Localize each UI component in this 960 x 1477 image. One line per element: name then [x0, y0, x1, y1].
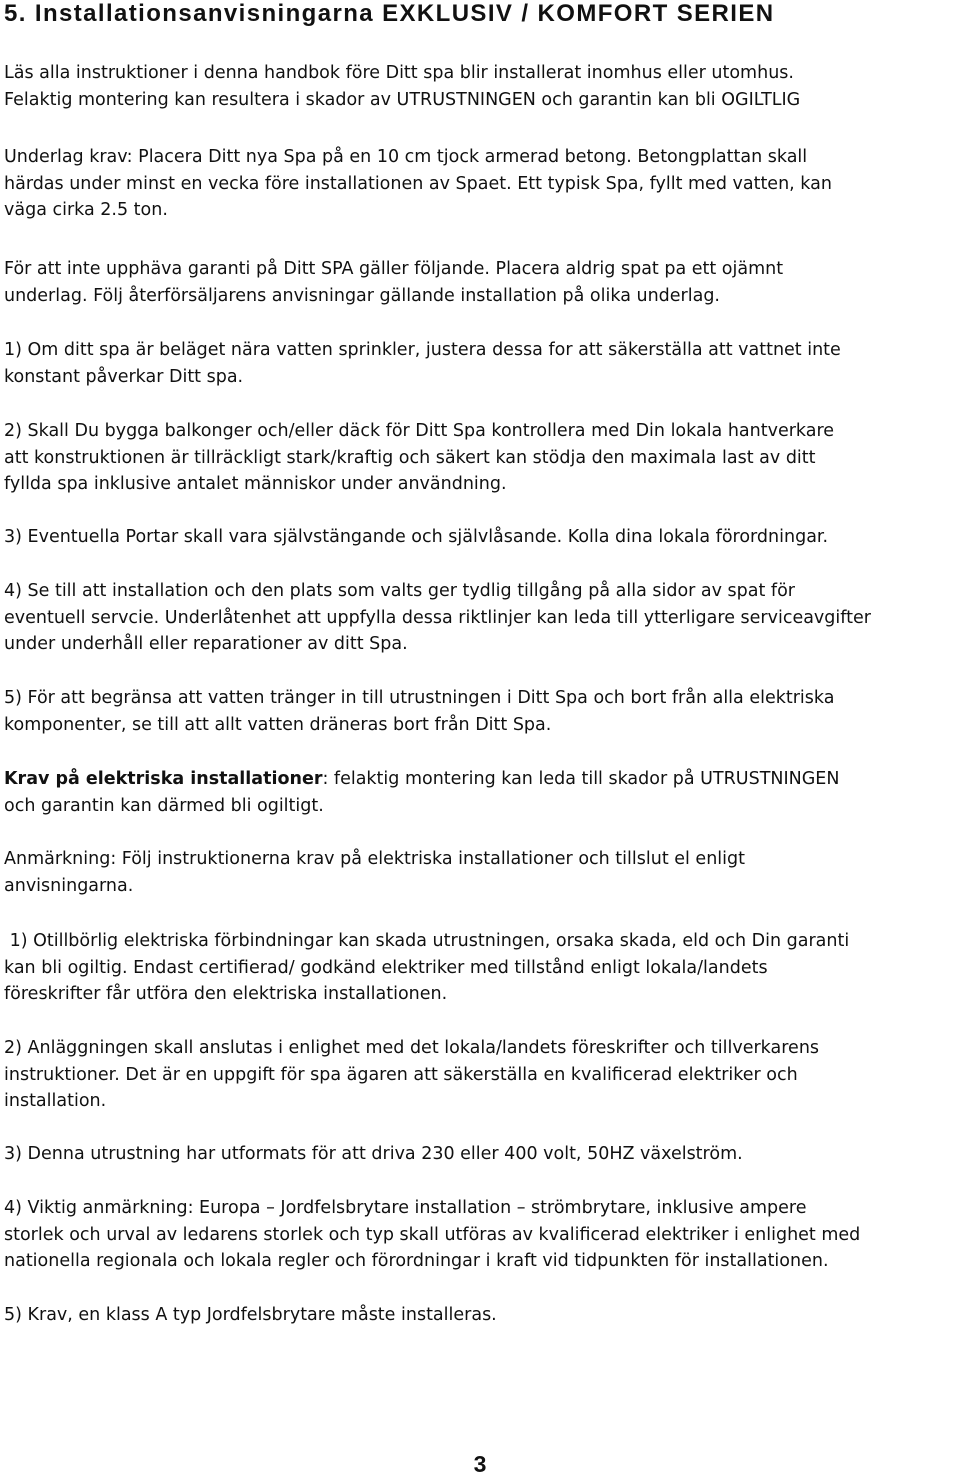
text-line: 4) Viktig anmärkning: Europa – Jordfelsbrytare installation – strömbrytare, inklusive ampere [4, 1198, 807, 1218]
text-line: härdas under minst en vecka före installationen av Spaet. Ett typisk Spa, fyllt med vatten, kan [4, 173, 832, 194]
text-line: kan bli ogiltig. Endast certifierad/ godkänd elektriker med tillstånd enligt lokala/landets [4, 957, 768, 978]
text-line: komponenter, se till att allt vatten dräneras bort från Ditt Spa. [4, 714, 552, 735]
electrical-item-4 [4, 1195, 860, 1275]
text-line: eventuell servcie. Underlåtenhet att uppfylla dessa riktlinjer kan leda till ytterligare serviceavgifter [4, 607, 871, 628]
electrical-item-1 [4, 928, 849, 1008]
text-line: 5) För att begränsa att vatten tränger in till utrustningen i Ditt Spa och bort från alla elektriska [4, 688, 835, 708]
text-line: Anmärkning: Följ instruktionerna krav på elektriska installationer och tillslut el enligt [4, 849, 745, 869]
electrical-requirements-label: Krav på elektriska installationer [4, 769, 323, 789]
warranty-paragraph [4, 256, 783, 309]
text-line: föreskrifter får utföra den elektriska installationen. [4, 984, 448, 1004]
text-line: 4) Se till att installation och den plats som valts ger tydlig tillgång på alla sidor av spat för [4, 581, 795, 601]
text-line: storlek och urval av ledarens storlek och typ skall utföras av kvalificerad elektriker i enlighet med [4, 1224, 861, 1245]
list-item-4 [4, 578, 871, 658]
list-item-2 [4, 418, 834, 498]
text-line: instruktioner. Det är en uppgift för spa ägaren att säkerställa en kvalificerad elektriker och [4, 1064, 798, 1085]
text-line: 1) Om ditt spa är beläget nära vatten sprinkler, justera dessa for att säkerställa att vattnet inte [4, 340, 841, 360]
intro-paragraph [4, 60, 800, 113]
text-line: 3) Eventuella Portar skall vara självstängande och självlåsande. Kolla dina lokala förordningar. [4, 527, 829, 547]
text-line: 2) Anläggningen skall anslutas i enlighet med det lokala/landets föreskrifter och tillverkarens [4, 1038, 820, 1058]
note-paragraph [4, 846, 745, 899]
text-line: installation. [4, 1091, 107, 1111]
text-line: fyllda spa inklusive antalet människor under användning. [4, 474, 507, 494]
foundation-paragraph [4, 144, 832, 224]
section-heading: 5. Installationsanvisningarna EXKLUSIV / KOMFORT SERIEN [4, 0, 775, 27]
text-line: och garantin kan därmed bli ogiltigt. [4, 795, 324, 816]
list-item-1 [4, 337, 841, 390]
text-line: att konstruktionen är tillräckligt stark/kraftig och säkert kan stödja den maximala last av ditt [4, 447, 816, 468]
electrical-item-5 [4, 1302, 497, 1329]
text-line: nationella regionala och lokala regler och förordningar i kraft vid tidpunkten för installationen. [4, 1251, 829, 1271]
text-line: konstant påverkar Ditt spa. [4, 366, 244, 387]
text-line: underlag. Följ återförsäljarens anvisningar gällande installation på olika underlag. [4, 285, 720, 306]
text-line: 2) Skall Du bygga balkonger och/eller däck för Ditt Spa kontrollera med Din lokala hantverkare [4, 421, 835, 441]
text-line: 1) Otillbörlig elektriska förbindningar kan skada utrustningen, orsaka skada, eld och Din garanti [4, 931, 850, 951]
text-line: väga cirka 2.5 ton. [4, 200, 168, 220]
text-line: anvisningarna. [4, 875, 134, 896]
electrical-item-3 [4, 1141, 743, 1168]
text-line: : felaktig montering kan leda till skador på UTRUSTNINGEN [322, 769, 840, 789]
text-line: 5) Krav, en klass A typ Jordfelsbrytare måste installeras. [4, 1305, 497, 1325]
page-number: 3 [473, 1451, 487, 1477]
electrical-item-2 [4, 1035, 819, 1115]
electrical-requirements-paragraph [4, 766, 839, 819]
list-item-3 [4, 524, 828, 551]
text-line: 3) Denna utrustning har utformats för att driva 230 eller 400 volt, 50HZ växelström. [4, 1144, 743, 1164]
list-item-5 [4, 685, 834, 738]
text-line: under underhåll eller reparationer av ditt Spa. [4, 634, 408, 654]
text-line: Felaktig montering kan resultera i skador av UTRUSTNINGEN och garantin kan bli OGILTLIG [4, 89, 801, 110]
text-line: Underlag krav: Placera Ditt nya Spa på en 10 cm tjock armerad betong. Betongplattan skall [4, 147, 808, 167]
text-line: För att inte upphäva garanti på Ditt SPA gäller följande. Placera aldrig spat pa ett ojämnt [4, 259, 784, 279]
text-line: Läs alla instruktioner i denna handbok före Ditt spa blir installerat inomhus eller utomhus. [4, 63, 794, 83]
